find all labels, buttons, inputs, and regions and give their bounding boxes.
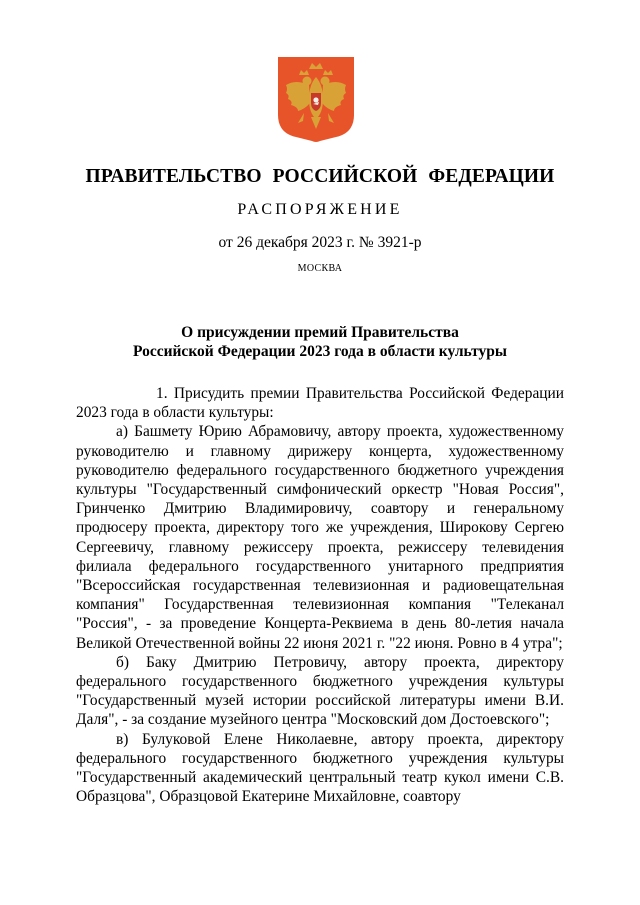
paragraph-1: [76, 384, 564, 422]
list-item-b-label: б): [116, 653, 129, 671]
paragraph-1-text: Присудить премии Правительства Российской Федерации 2023 года в области культуры:: [76, 385, 564, 422]
document-date-number: от 26 декабря 2023 г. № 3921-р: [218, 234, 422, 251]
document-subject-line-2: Российской Федерации 2023 года в области культуры: [132, 343, 508, 360]
document-subject-line-1: О присуждении премий Правительства: [181, 324, 459, 341]
document-type: РАСПОРЯЖЕНИЕ: [237, 201, 403, 218]
list-item-b: [76, 653, 564, 730]
list-item-c-text: Булуковой Елене Николаевне, автору проекта, директору федерального государственного бюджетного учреждения культуры "Государственный академический центральный театр кукол имени С.В. Образцова", Образцовой Екатерине Михайловне, соавтору: [76, 730, 564, 806]
list-item-c: [76, 730, 564, 807]
russian-coat-of-arms-icon: [274, 55, 358, 143]
government-title: ПРАВИТЕЛЬСТВО РОССИЙСКОЙ ФЕДЕРАЦИИ: [85, 166, 555, 187]
document-city: МОСКВА: [297, 263, 343, 274]
list-item-a-text: Башмету Юрию Абрамовичу, автору проекта, художественному руководителю и главному дирижеру концерта, художественному руководителю федерального государственного бюджетного учреждения культуры "Государственный симфонический оркестр "Новая Россия", Гринченко Дмитрию Владимировичу, соавтору и генеральному продюсеру проекта, директору того же учреждения, Широкову Сергею Сергеевичу, главному режиссеру проекта, режиссеру телевидения филиала федерального государственного унитарного предприятия "Всероссийская государственная телевизионная и радиовещательная компания" Государственная телевизионная компания "Телеканал "Россия", - за проведение Концерта-Реквиема в день 80-летия начала Великой Отечественной войны 22 июня 2021 г. "22 июня. Ровно в 4 утра";: [76, 423, 564, 652]
list-item-a: [76, 422, 564, 652]
list-item-b-text: Баку Дмитрию Петровичу, автору проекта, директору федерального государственного бюджетного учреждения культуры "Государственный музей истории российской литературы имени В.И. Даля", - за создание музейного центра "Московский дом Достоевского";: [76, 653, 564, 729]
list-item-c-label: в): [116, 730, 129, 748]
list-item-a-label: а): [116, 423, 128, 441]
document-body: [76, 384, 564, 806]
paragraph-1-number: 1.: [156, 385, 168, 402]
